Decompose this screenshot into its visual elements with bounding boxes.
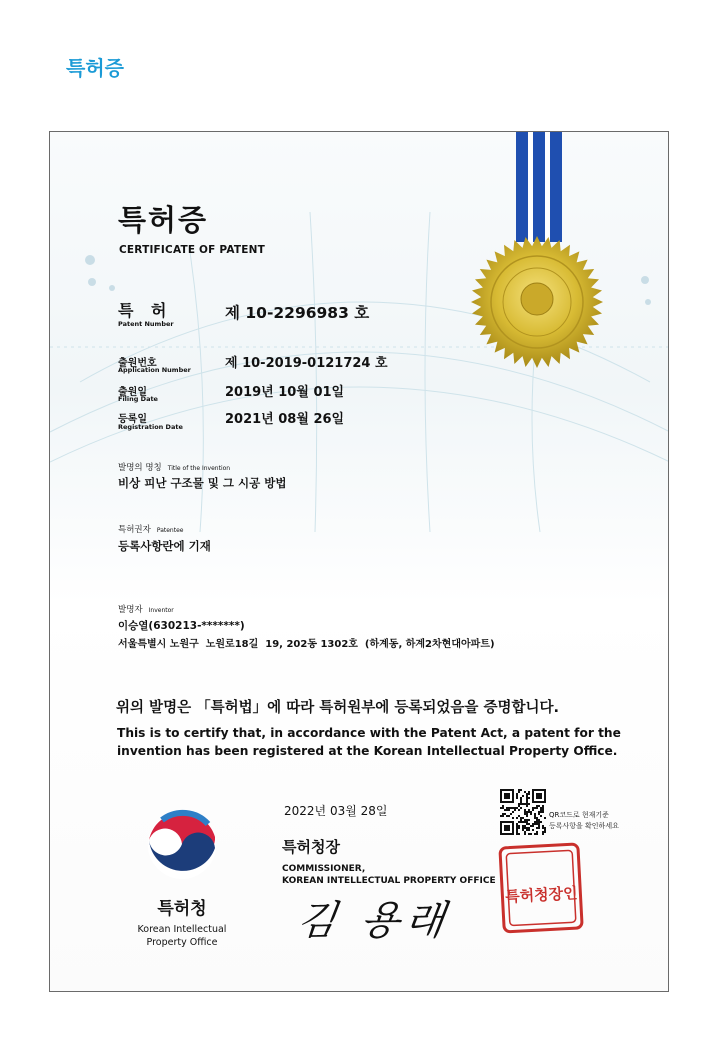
qr-caption-line1: QR코드로 현재기준 bbox=[549, 811, 609, 819]
inventor-label-ko: 발명자 bbox=[118, 605, 143, 615]
qr-caption-line2: 등록사항을 확인하세요 bbox=[549, 822, 619, 830]
certification-statement-ko: 위의 발명은 「특허법」에 따라 특허원부에 등록되었음을 증명합니다. bbox=[116, 700, 559, 716]
application-number-label-en: Application Number bbox=[118, 366, 191, 374]
gold-seal bbox=[471, 236, 603, 368]
commissioner-signature: 김 용래 bbox=[294, 898, 454, 944]
certificate-subtitle: CERTIFICATE OF PATENT bbox=[119, 244, 265, 256]
issue-date: 2022년 03월 28일 bbox=[284, 804, 388, 818]
inventor-name: 이승열(630213-*******) bbox=[118, 620, 245, 632]
commissioner-title-en bbox=[282, 863, 496, 887]
official-seal-stamp bbox=[500, 844, 582, 932]
commissioner-title-en-line1: COMMISSIONER, bbox=[282, 864, 366, 874]
patentee-label bbox=[118, 523, 183, 535]
invention-title-label-ko: 발명의 명칭 bbox=[118, 463, 162, 473]
svg-text:특허청장인: 특허청장인 bbox=[504, 884, 579, 906]
patent-number-value: 제 10-2296983 호 bbox=[225, 304, 370, 322]
commissioner-title: 특허청장 bbox=[282, 838, 340, 856]
commissioner-title-en-line2: KOREAN INTELLECTUAL PROPERTY OFFICE bbox=[282, 876, 496, 886]
qr-caption bbox=[549, 810, 619, 832]
ribbon bbox=[516, 132, 562, 242]
inventor-label-en: Inventor bbox=[148, 607, 174, 614]
kipo-logo bbox=[148, 811, 216, 879]
office-name-en-line2: Property Office bbox=[146, 936, 218, 948]
patent-number-label: 특 허 bbox=[118, 301, 173, 320]
certification-statement-en-line1: This is to certify that, in accordance with the Patent Act, a patent for the bbox=[117, 726, 621, 740]
registration-date-label-en: Registration Date bbox=[118, 423, 183, 431]
page-heading: 특허증 bbox=[66, 56, 124, 80]
patentee-label-ko: 특허권자 bbox=[118, 525, 151, 535]
qr-code bbox=[500, 789, 546, 835]
inventor-address: 서울특별시 노원구 노원로18길 19, 202동 1302호 (하계동, 하계2차현대아파트) bbox=[118, 639, 495, 650]
invention-title-value: 비상 피난 구조물 및 그 시공 방법 bbox=[118, 476, 287, 490]
office-name: 특허청 bbox=[157, 899, 207, 919]
patent-number-label-en: Patent Number bbox=[118, 320, 174, 328]
filing-date-value: 2019년 10월 01일 bbox=[225, 385, 345, 400]
patentee-value: 등록사항란에 기재 bbox=[118, 539, 211, 553]
inventor-label bbox=[118, 603, 174, 615]
patent-certificate bbox=[49, 131, 669, 992]
registration-date-value: 2021년 08월 26일 bbox=[225, 412, 345, 427]
application-number-value: 제 10-2019-0121724 호 bbox=[225, 356, 388, 371]
invention-title-label bbox=[118, 461, 230, 473]
certification-statement-en-line2: invention has been registered at the Korean Intellectual Property Office. bbox=[117, 744, 618, 758]
office-name-en bbox=[108, 924, 256, 949]
certificate-title: 특허증 bbox=[118, 203, 209, 237]
office-name-en-line1: Korean Intellectual bbox=[137, 924, 227, 935]
filing-date-label-en: Filing Date bbox=[118, 395, 158, 403]
filing-date-label: 출원일 bbox=[118, 387, 147, 398]
patentee-label-en: Patentee bbox=[156, 527, 184, 534]
invention-title-label-en: Title of the Invention bbox=[167, 465, 231, 472]
application-number-label: 출원번호 bbox=[118, 358, 157, 369]
registration-date-label: 등록일 bbox=[118, 414, 147, 425]
certification-statement-en bbox=[117, 724, 637, 760]
